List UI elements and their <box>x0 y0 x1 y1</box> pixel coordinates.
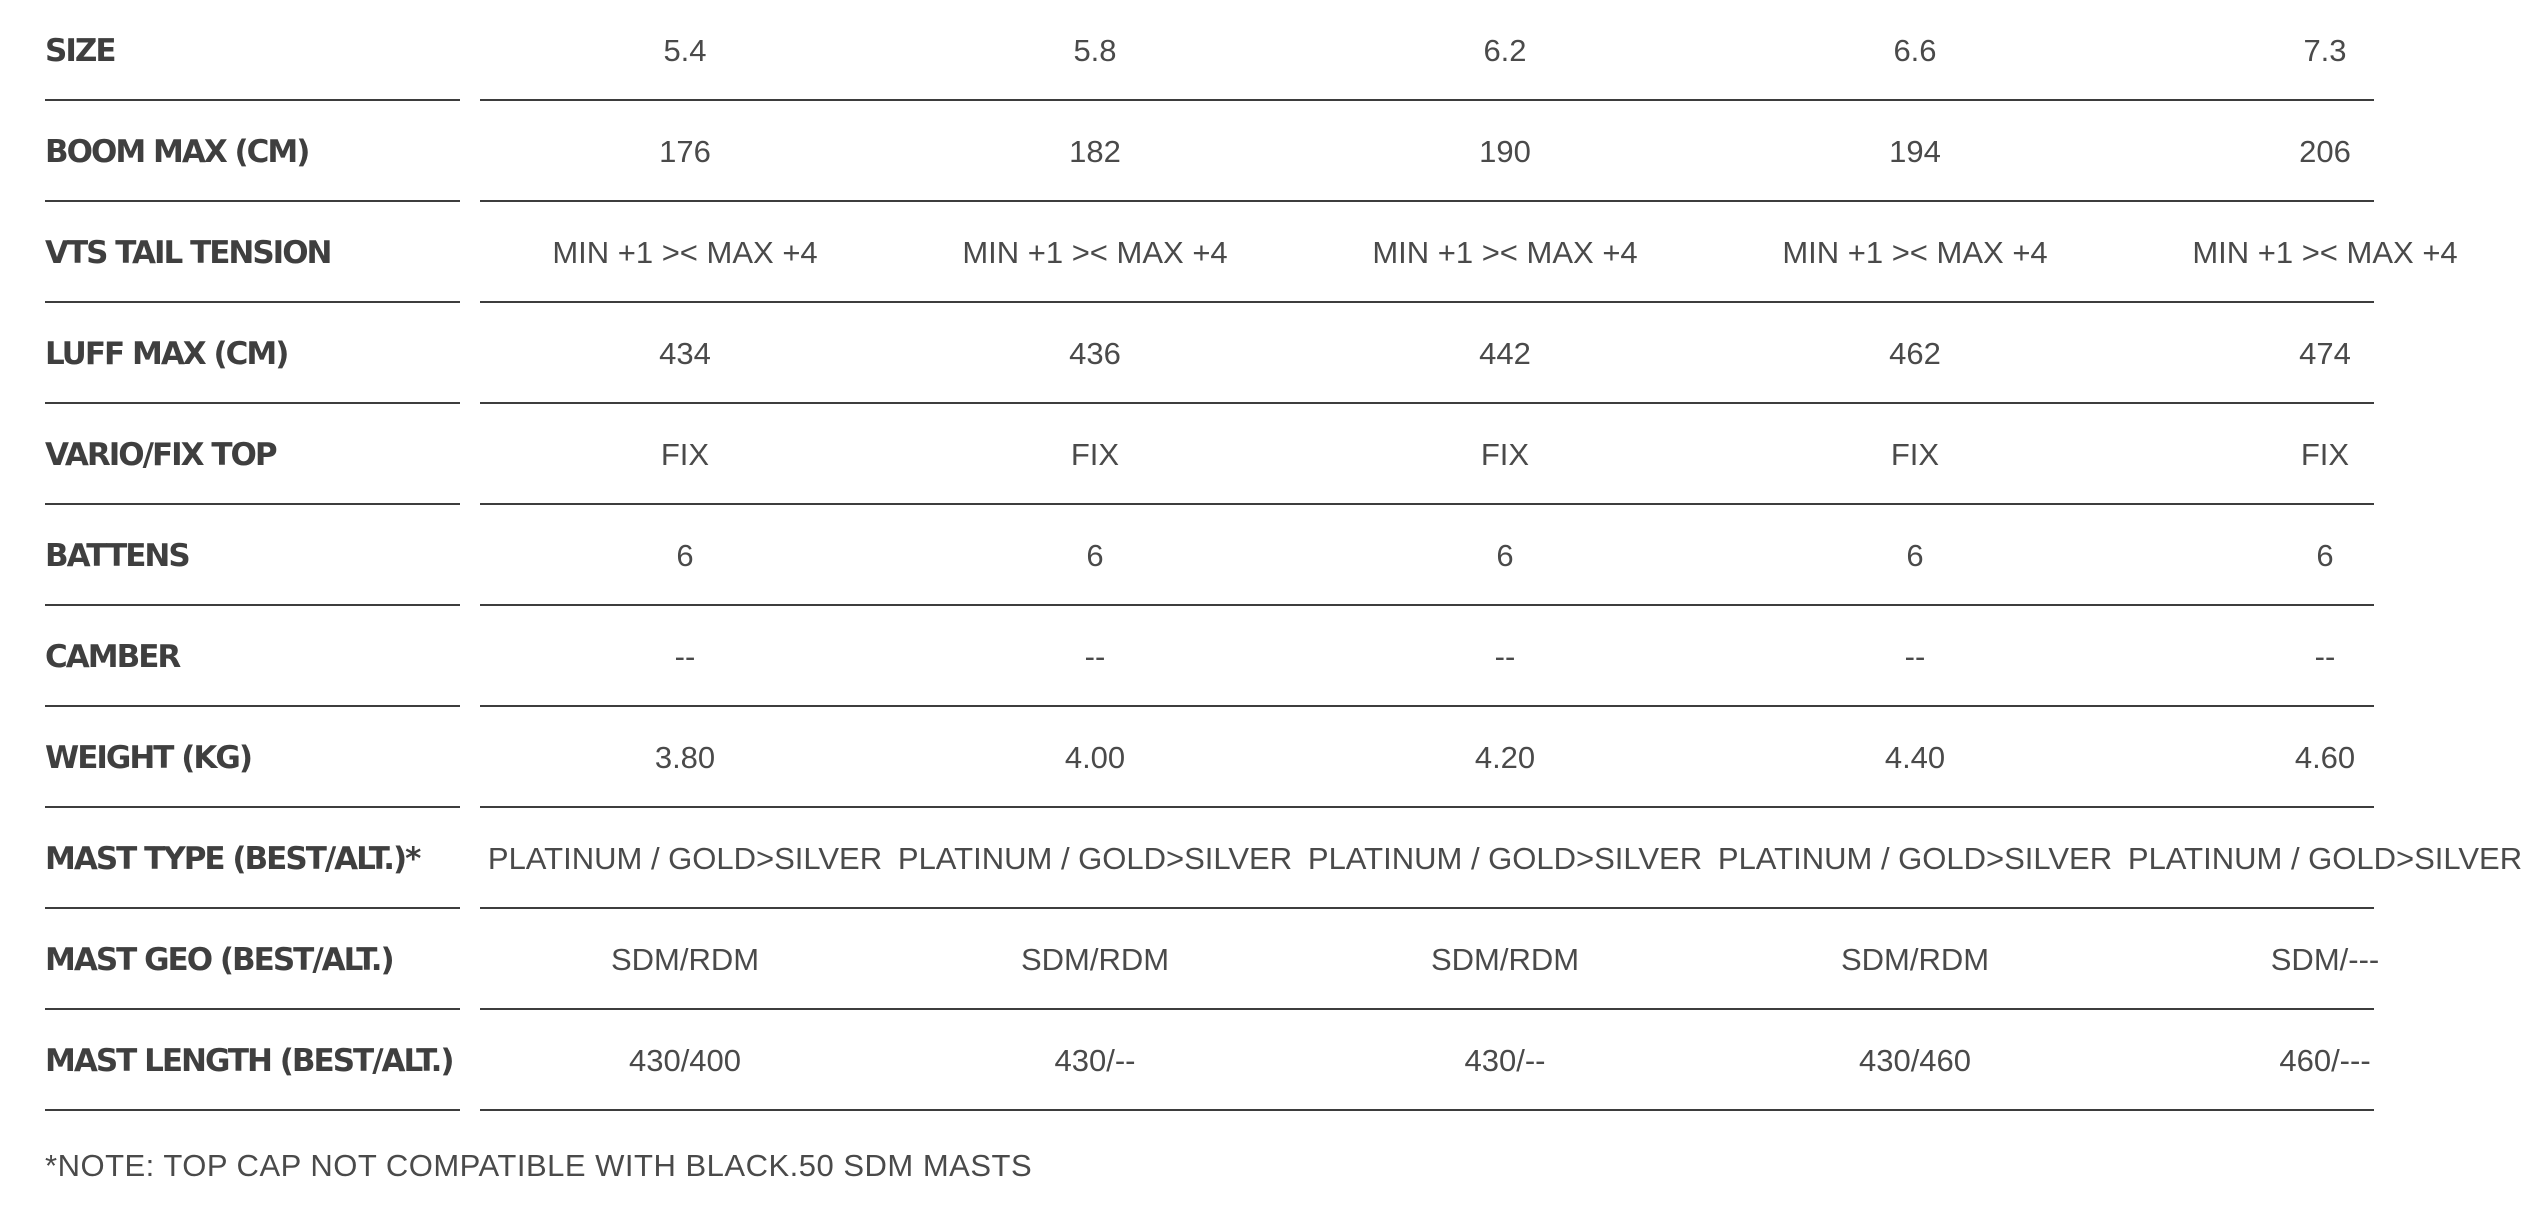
table-cell: 4.40 <box>1884 739 1946 775</box>
footnote: *NOTE: TOP CAP NOT COMPATIBLE WITH BLACK.50 SDM MASTS <box>45 1148 1033 1183</box>
table-cell: -- <box>1084 638 1106 674</box>
row-values <box>480 707 2374 808</box>
table-row <box>0 101 2408 202</box>
table-cell: 190 <box>1479 133 1531 169</box>
table-cell: 430/-- <box>1464 1042 1546 1078</box>
table-cell: PLATINUM / GOLD>SILVER <box>1307 840 1703 876</box>
table-cell: -- <box>2314 638 2336 674</box>
table-row <box>0 0 2408 101</box>
table-cell: 6 <box>1906 537 1924 573</box>
table-cell: MIN +1 >< MAX +4 <box>552 234 818 270</box>
table-cell: 4.00 <box>1064 739 1126 775</box>
row-values <box>480 909 2380 1010</box>
row-values <box>480 505 2374 606</box>
table-cell: SDM/RDM <box>1430 941 1580 977</box>
table-cell: FIX <box>2300 436 2350 472</box>
table-row <box>0 404 2408 505</box>
table-cell: -- <box>1904 638 1926 674</box>
table-cell: 430/400 <box>628 1042 742 1078</box>
table-cell: 206 <box>2299 133 2351 169</box>
row-label: WEIGHT (KG) <box>45 739 252 776</box>
table-cell: -- <box>674 638 696 674</box>
table-cell: 3.80 <box>654 739 716 775</box>
table-cell: 474 <box>2299 335 2351 371</box>
row-values <box>480 1010 2374 1111</box>
row-label: CAMBER <box>45 638 180 675</box>
table-cell: 6 <box>676 537 694 573</box>
table-row <box>0 505 2408 606</box>
row-values <box>480 101 2374 202</box>
row-values <box>480 606 2374 707</box>
row-label: MAST TYPE (BEST/ALT.)* <box>45 840 420 877</box>
row-label: MAST LENGTH (BEST/ALT.) <box>45 1042 453 1079</box>
row-label: BATTENS <box>45 537 189 574</box>
values-divider <box>480 1109 2374 1111</box>
row-label: VTS TAIL TENSION <box>45 234 331 271</box>
table-cell: 430/-- <box>1054 1042 1136 1078</box>
table-cell: -- <box>1494 638 1516 674</box>
table-cell: FIX <box>1890 436 1940 472</box>
table-row <box>0 303 2408 404</box>
table-cell: 4.20 <box>1474 739 1536 775</box>
table-cell: 6.2 <box>1483 32 1527 68</box>
row-label: LUFF MAX (CM) <box>45 335 288 372</box>
table-cell: 6 <box>1496 537 1514 573</box>
table-cell: 6.6 <box>1893 32 1937 68</box>
table-cell: 5.4 <box>663 32 707 68</box>
table-cell: FIX <box>660 436 710 472</box>
table-row <box>0 202 2458 303</box>
table-row <box>0 909 2408 1010</box>
table-row <box>0 707 2408 808</box>
row-label: SIZE <box>45 32 115 69</box>
table-cell: MIN +1 >< MAX +4 <box>1372 234 1638 270</box>
row-values <box>480 303 2374 404</box>
table-cell: 194 <box>1889 133 1941 169</box>
row-values <box>480 808 2523 909</box>
table-row <box>0 808 2523 909</box>
table-cell: 7.3 <box>2303 32 2347 68</box>
table-cell: SDM/--- <box>2270 941 2380 977</box>
row-values <box>480 0 2374 101</box>
table-cell: FIX <box>1070 436 1120 472</box>
label-divider <box>45 1109 460 1111</box>
row-values <box>480 404 2374 505</box>
table-cell: PLATINUM / GOLD>SILVER <box>897 840 1293 876</box>
table-cell: 442 <box>1479 335 1531 371</box>
row-label: BOOM MAX (CM) <box>45 133 309 170</box>
table-cell: 6 <box>1086 537 1104 573</box>
table-cell: 182 <box>1069 133 1121 169</box>
table-cell: PLATINUM / GOLD>SILVER <box>2127 840 2523 876</box>
row-values <box>480 202 2458 303</box>
table-row <box>0 1010 2408 1111</box>
table-cell: 436 <box>1069 335 1121 371</box>
table-cell: 5.8 <box>1073 32 1117 68</box>
table-cell: PLATINUM / GOLD>SILVER <box>487 840 883 876</box>
table-row <box>0 606 2408 707</box>
row-label: MAST GEO (BEST/ALT.) <box>45 941 393 978</box>
table-cell: SDM/RDM <box>610 941 760 977</box>
table-cell: SDM/RDM <box>1020 941 1170 977</box>
table-cell: 462 <box>1889 335 1941 371</box>
table-cell: SDM/RDM <box>1840 941 1990 977</box>
table-cell: MIN +1 >< MAX +4 <box>1782 234 2048 270</box>
table-cell: MIN +1 >< MAX +4 <box>2192 234 2458 270</box>
table-cell: PLATINUM / GOLD>SILVER <box>1717 840 2113 876</box>
table-cell: 4.60 <box>2294 739 2356 775</box>
table-cell: 460/--- <box>2279 1042 2371 1078</box>
table-cell: 176 <box>659 133 711 169</box>
table-cell: 6 <box>2316 537 2334 573</box>
table-cell: 430/460 <box>1858 1042 1972 1078</box>
row-label: VARIO/FIX TOP <box>45 436 276 473</box>
table-cell: MIN +1 >< MAX +4 <box>962 234 1228 270</box>
table-cell: 434 <box>659 335 711 371</box>
table-cell: FIX <box>1480 436 1530 472</box>
